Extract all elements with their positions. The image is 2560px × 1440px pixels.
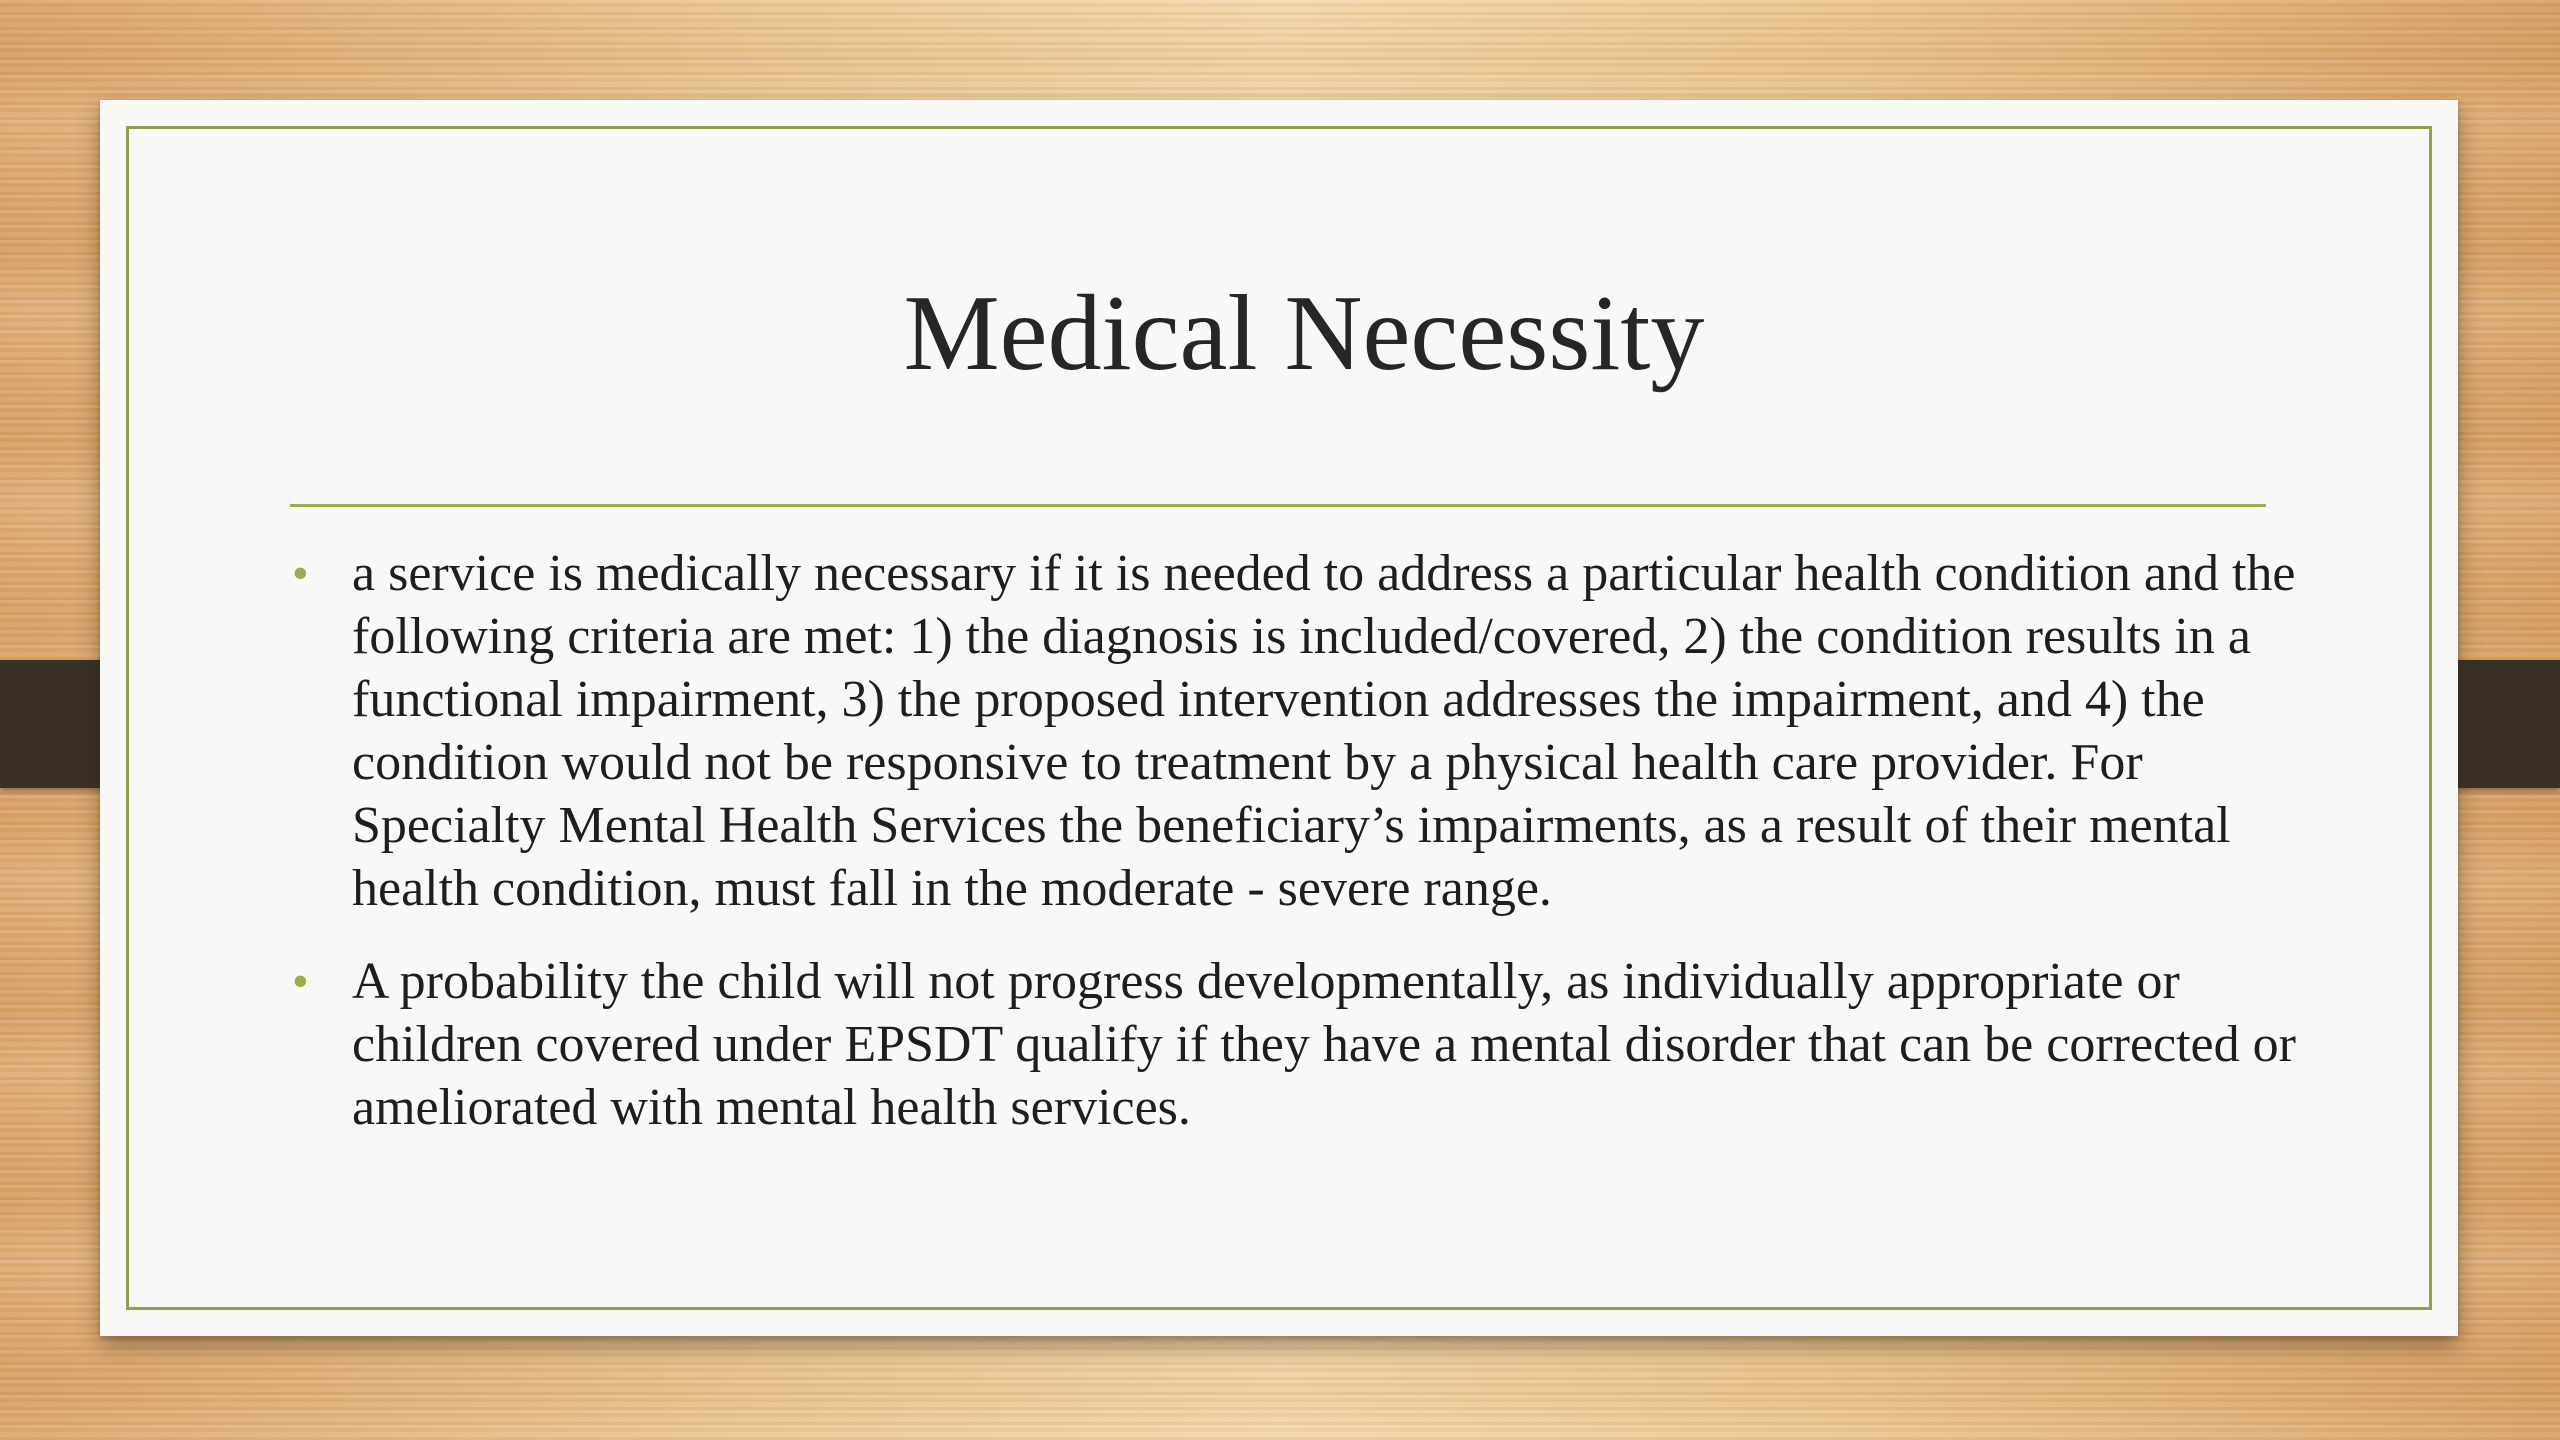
- bullet-item: [290, 950, 2330, 1139]
- slide-title: Medical Necessity: [903, 274, 1705, 393]
- slide: [100, 100, 2458, 1336]
- bullet-dot-icon: •: [292, 547, 309, 600]
- title-divider: [290, 504, 2266, 507]
- bullet-text: A probability the child will not progress developmentally, as individually appropriate or children covered under EPSDT qualify if they have a mental disorder that can be corrected or ameliorated with mental health services.: [352, 953, 2296, 1136]
- bullet-dot-icon: •: [292, 955, 309, 1008]
- bullet-item: [290, 542, 2330, 920]
- bullet-list: [290, 542, 2330, 1169]
- bullet-text: a service is medically necessary if it is needed to address a particular health condition and the following criteria are met: 1) the diagnosis is included/covered, 2) the condition results in a functional impairment, 3) the proposed intervention addresses the impairment, and 4) the condition would not be responsive to treatment by a physical health care provider. For Specialty Mental Health Services the beneficiary’s impairments, as a result of their mental health condition, must fall in the moderate - severe range.: [352, 545, 2296, 917]
